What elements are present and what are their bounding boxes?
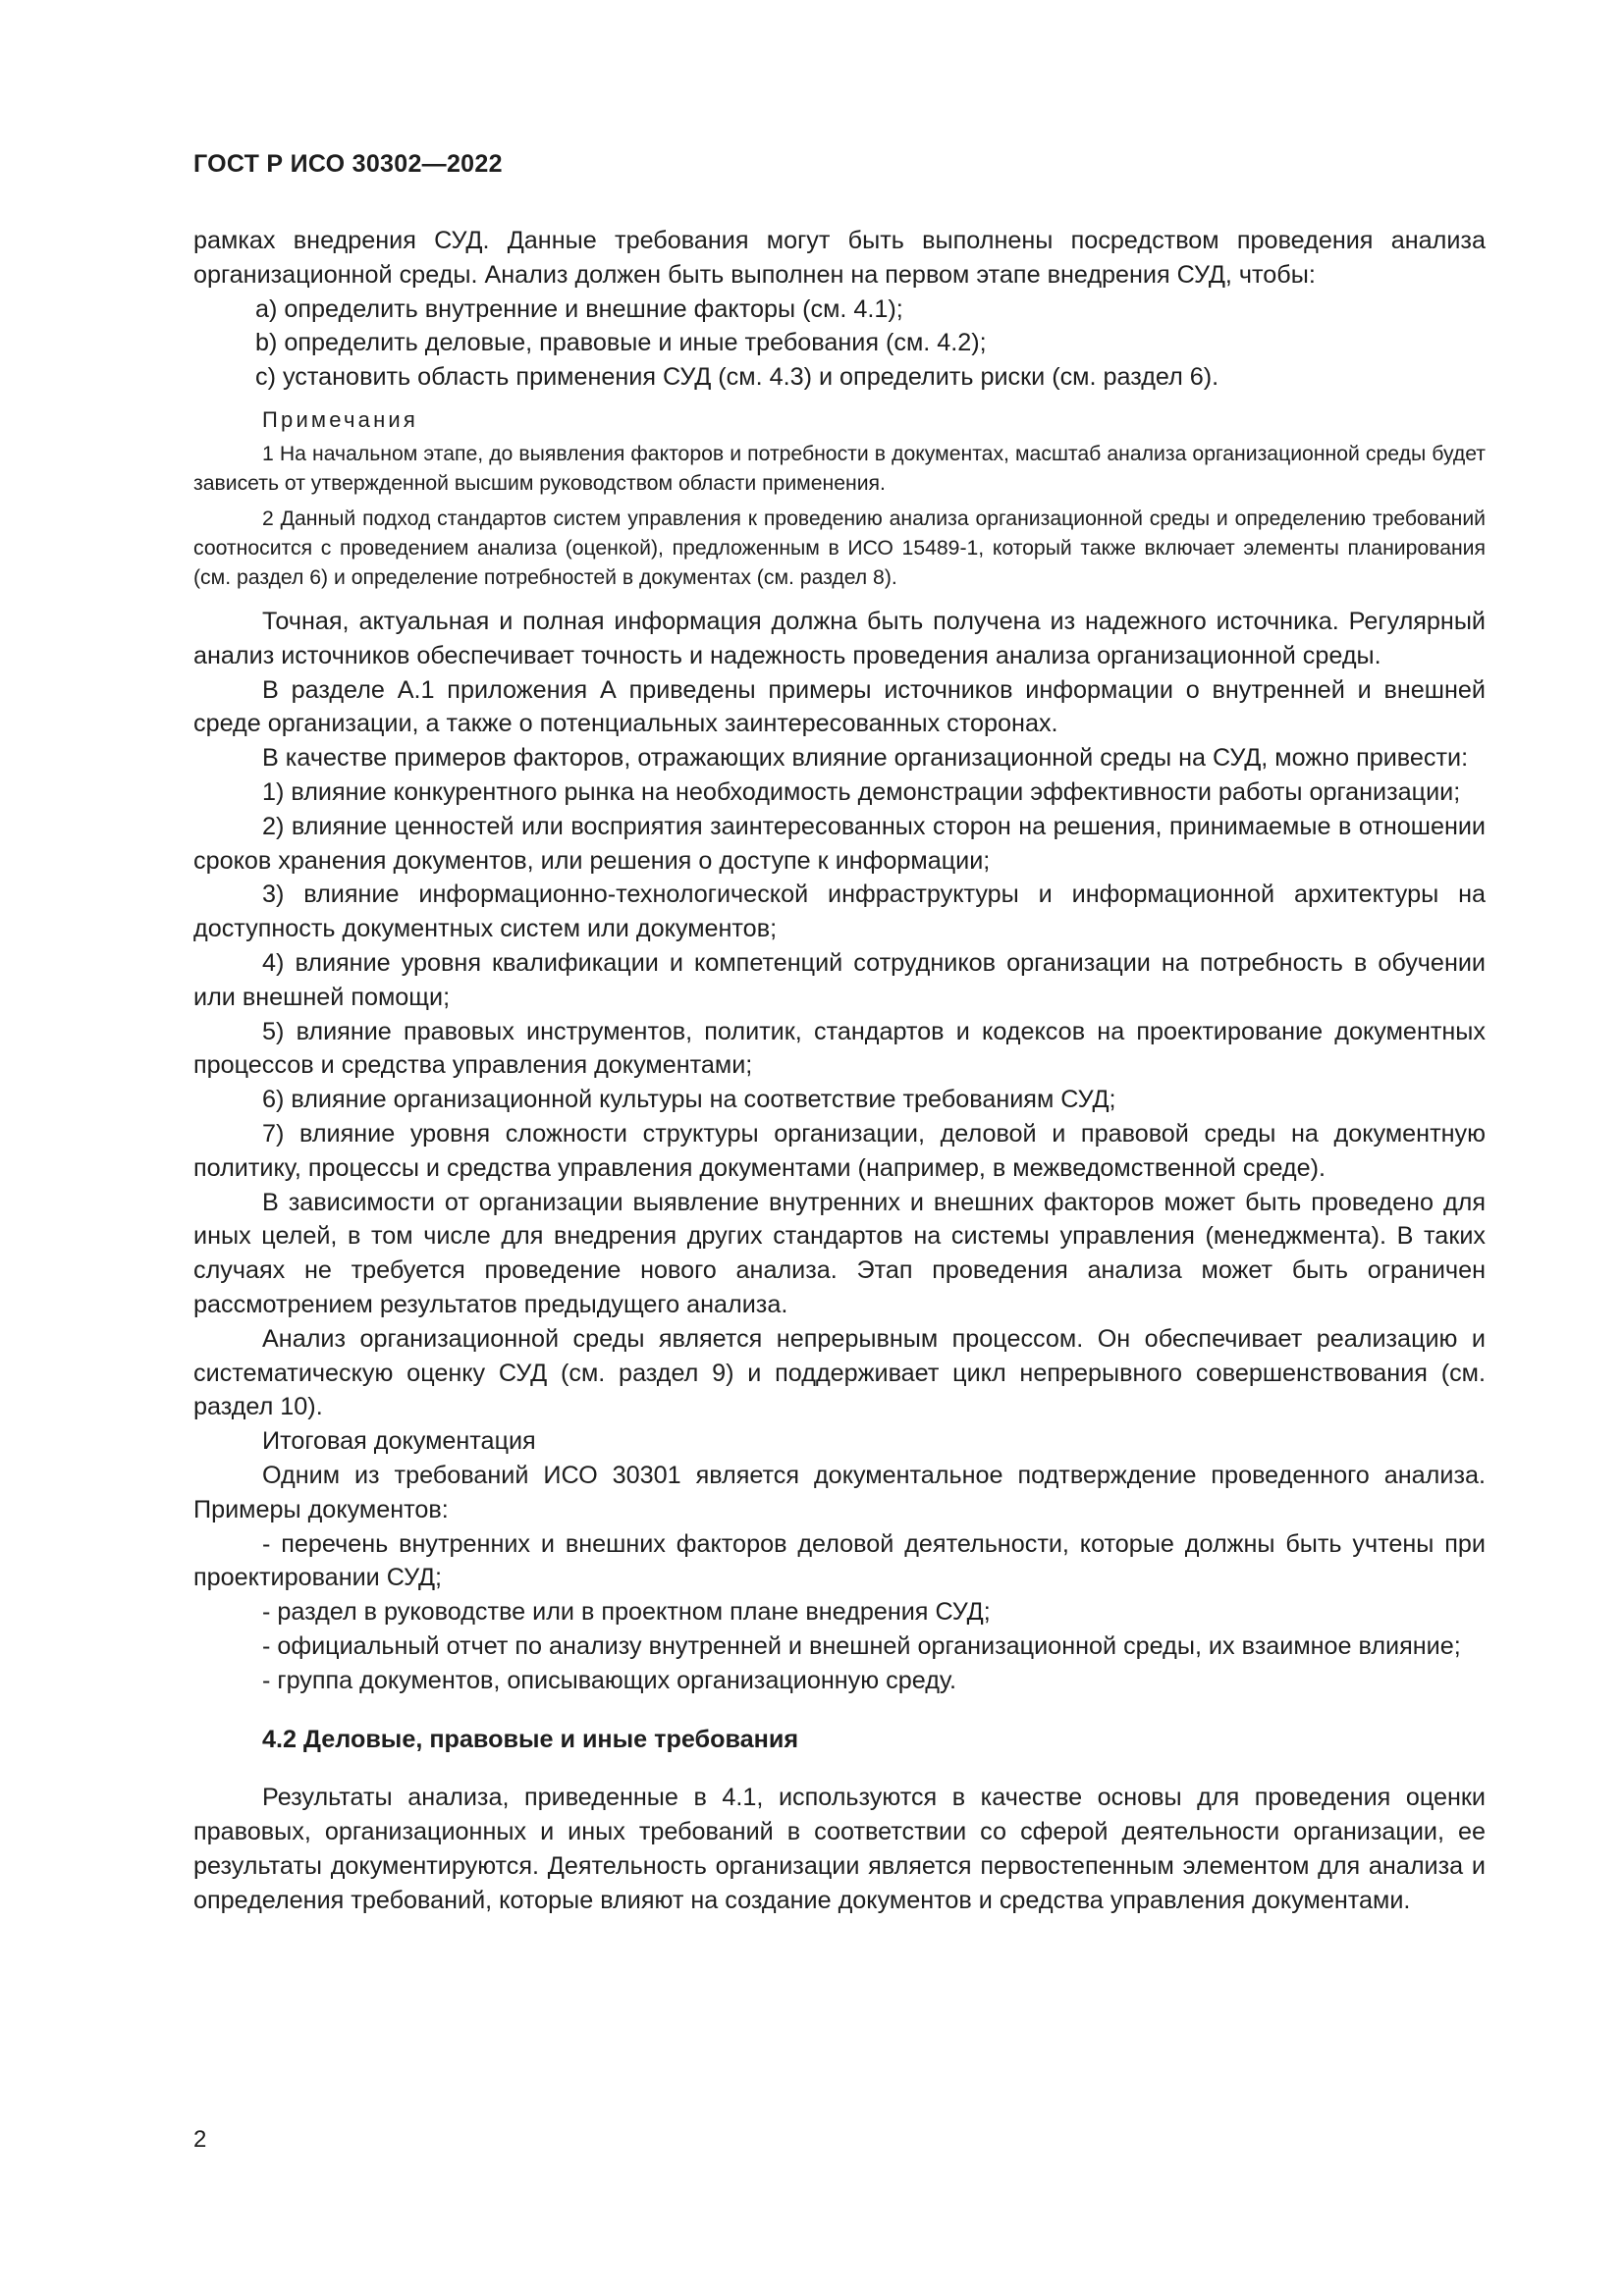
factor-item-2: 2) влияние ценностей или восприятия заинтересованных сторон на решения, принимаемые в отношении сроков хранения документов, или решения о доступе к информации; bbox=[193, 812, 1486, 875]
factor-item-1: 1) влияние конкурентного рынка на необходимость демонстрации эффективности работы организации; bbox=[262, 777, 1461, 806]
note-2: 2 Данный подход стандартов систем управления к проведению анализа организационной среды и определению требований соотносится с проведением анализа (оценкой), предложенным в ИСО 15489-1, который также включает элементы планирования (см. раздел 6) и определение потребностей в документах (см. раздел 8). bbox=[193, 507, 1486, 589]
intro-item-c: c) установить область применения СУД (см. 4.3) и определить риски (см. раздел 6). bbox=[255, 363, 1219, 392]
factor-item-4: 4) влияние уровня квалификации и компетенций сотрудников организации на потребность в обучении или внешней помощи; bbox=[193, 948, 1486, 1011]
body-paragraph: Точная, актуальная и полная информация должна быть получена из надежного источника. Регулярный анализ источников обеспечивает точность и надежность проведения анализа организационной среды. bbox=[193, 607, 1486, 669]
section-title: 4.2 Деловые, правовые и иные требования bbox=[262, 1726, 799, 1754]
document-item-2: - раздел в руководстве или в проектном плане внедрения СУД; bbox=[262, 1598, 991, 1627]
page-number: 2 bbox=[193, 2126, 207, 2153]
intro-paragraph: рамках внедрения СУД. Данные требования могут быть выполнены посредством проведения анализа организационной среды. Анализ должен быть выполнен на первом этапе внедрения СУД, чтобы: bbox=[193, 227, 1486, 289]
document-item-4: - группа документов, описывающих организационную среду. bbox=[262, 1666, 956, 1694]
page-content bbox=[193, 224, 1486, 1917]
section-paragraph: Результаты анализа, приведенные в 4.1, используются в качестве основы для проведения оценки правовых, организационных и иных требований в соответствии со сферой деятельности организации, ее результаты документируются. Деятельность организации является первостепенным элементом для анализа и определения требований, которые влияют на создание документов и средства управления документами. bbox=[193, 1784, 1486, 1914]
body-paragraph: В качестве примеров факторов, отражающих влияние организационной среды на СУД, можно привести: bbox=[262, 744, 1469, 773]
intro-item-a: a) определить внутренние и внешние факторы (см. 4.1); bbox=[255, 294, 903, 323]
factor-item-6: 6) влияние организационной культуры на соответствие требованиям СУД; bbox=[262, 1086, 1116, 1114]
document-item-3: - официальный отчет по анализу внутренней и внешней организационной среды, их взаимное влияние; bbox=[262, 1631, 1461, 1660]
factor-item-3: 3) влияние информационно-технологической инфраструктуры и информационной архитектуры на доступность документных систем или документов; bbox=[193, 881, 1486, 943]
factor-item-5: 5) влияние правовых инструментов, политик, стандартов и кодексов на проектирование документных процессов и средства управления документами; bbox=[193, 1017, 1486, 1080]
document-header: ГОСТ Р ИСО 30302—2022 bbox=[193, 150, 503, 178]
body-paragraph: Одним из требований ИСО 30301 является документальное подтверждение проведенного анализа. Примеры документов: bbox=[193, 1461, 1486, 1523]
body-paragraph: В зависимости от организации выявление внутренних и внешних факторов может быть проведено для иных целей, в том числе для внедрения других стандартов на системы управления (менеджмента). В таких случаях не требуется проведение нового анализа. Этап проведения анализа может быть ограничен рассмотрением результатов предыдущего анализа. bbox=[193, 1188, 1486, 1318]
body-paragraph: В разделе А.1 приложения А приведены примеры источников информации о внутренней и внешней среде организации, а также о потенциальных заинтересованных сторонах. bbox=[193, 675, 1486, 738]
document-item-1: - перечень внутренних и внешних факторов деловой деятельности, которые должны быть учтены при проектировании СУД; bbox=[193, 1529, 1486, 1592]
intro-item-b: b) определить деловые, правовые и иные требования (см. 4.2); bbox=[255, 329, 987, 357]
subheading-final-documentation: Итоговая документация bbox=[262, 1427, 536, 1456]
factor-item-7: 7) влияние уровня сложности структуры организации, деловой и правовой среды на документную политику, процессы и средства управления документами (например, в межведомственной среде). bbox=[193, 1119, 1486, 1182]
note-1: 1 На начальном этапе, до выявления факторов и потребности в документах, масштаб анализа организационной среды будет зависеть от утвержденной высшим руководством области применения. bbox=[193, 442, 1486, 495]
body-paragraph: Анализ организационной среды является непрерывным процессом. Он обеспечивает реализацию и систематическую оценку СУД (см. раздел 9) и поддерживает цикл непрерывного совершенствования (см. раздел 10). bbox=[193, 1324, 1486, 1421]
notes-title: Примечания bbox=[262, 406, 419, 432]
